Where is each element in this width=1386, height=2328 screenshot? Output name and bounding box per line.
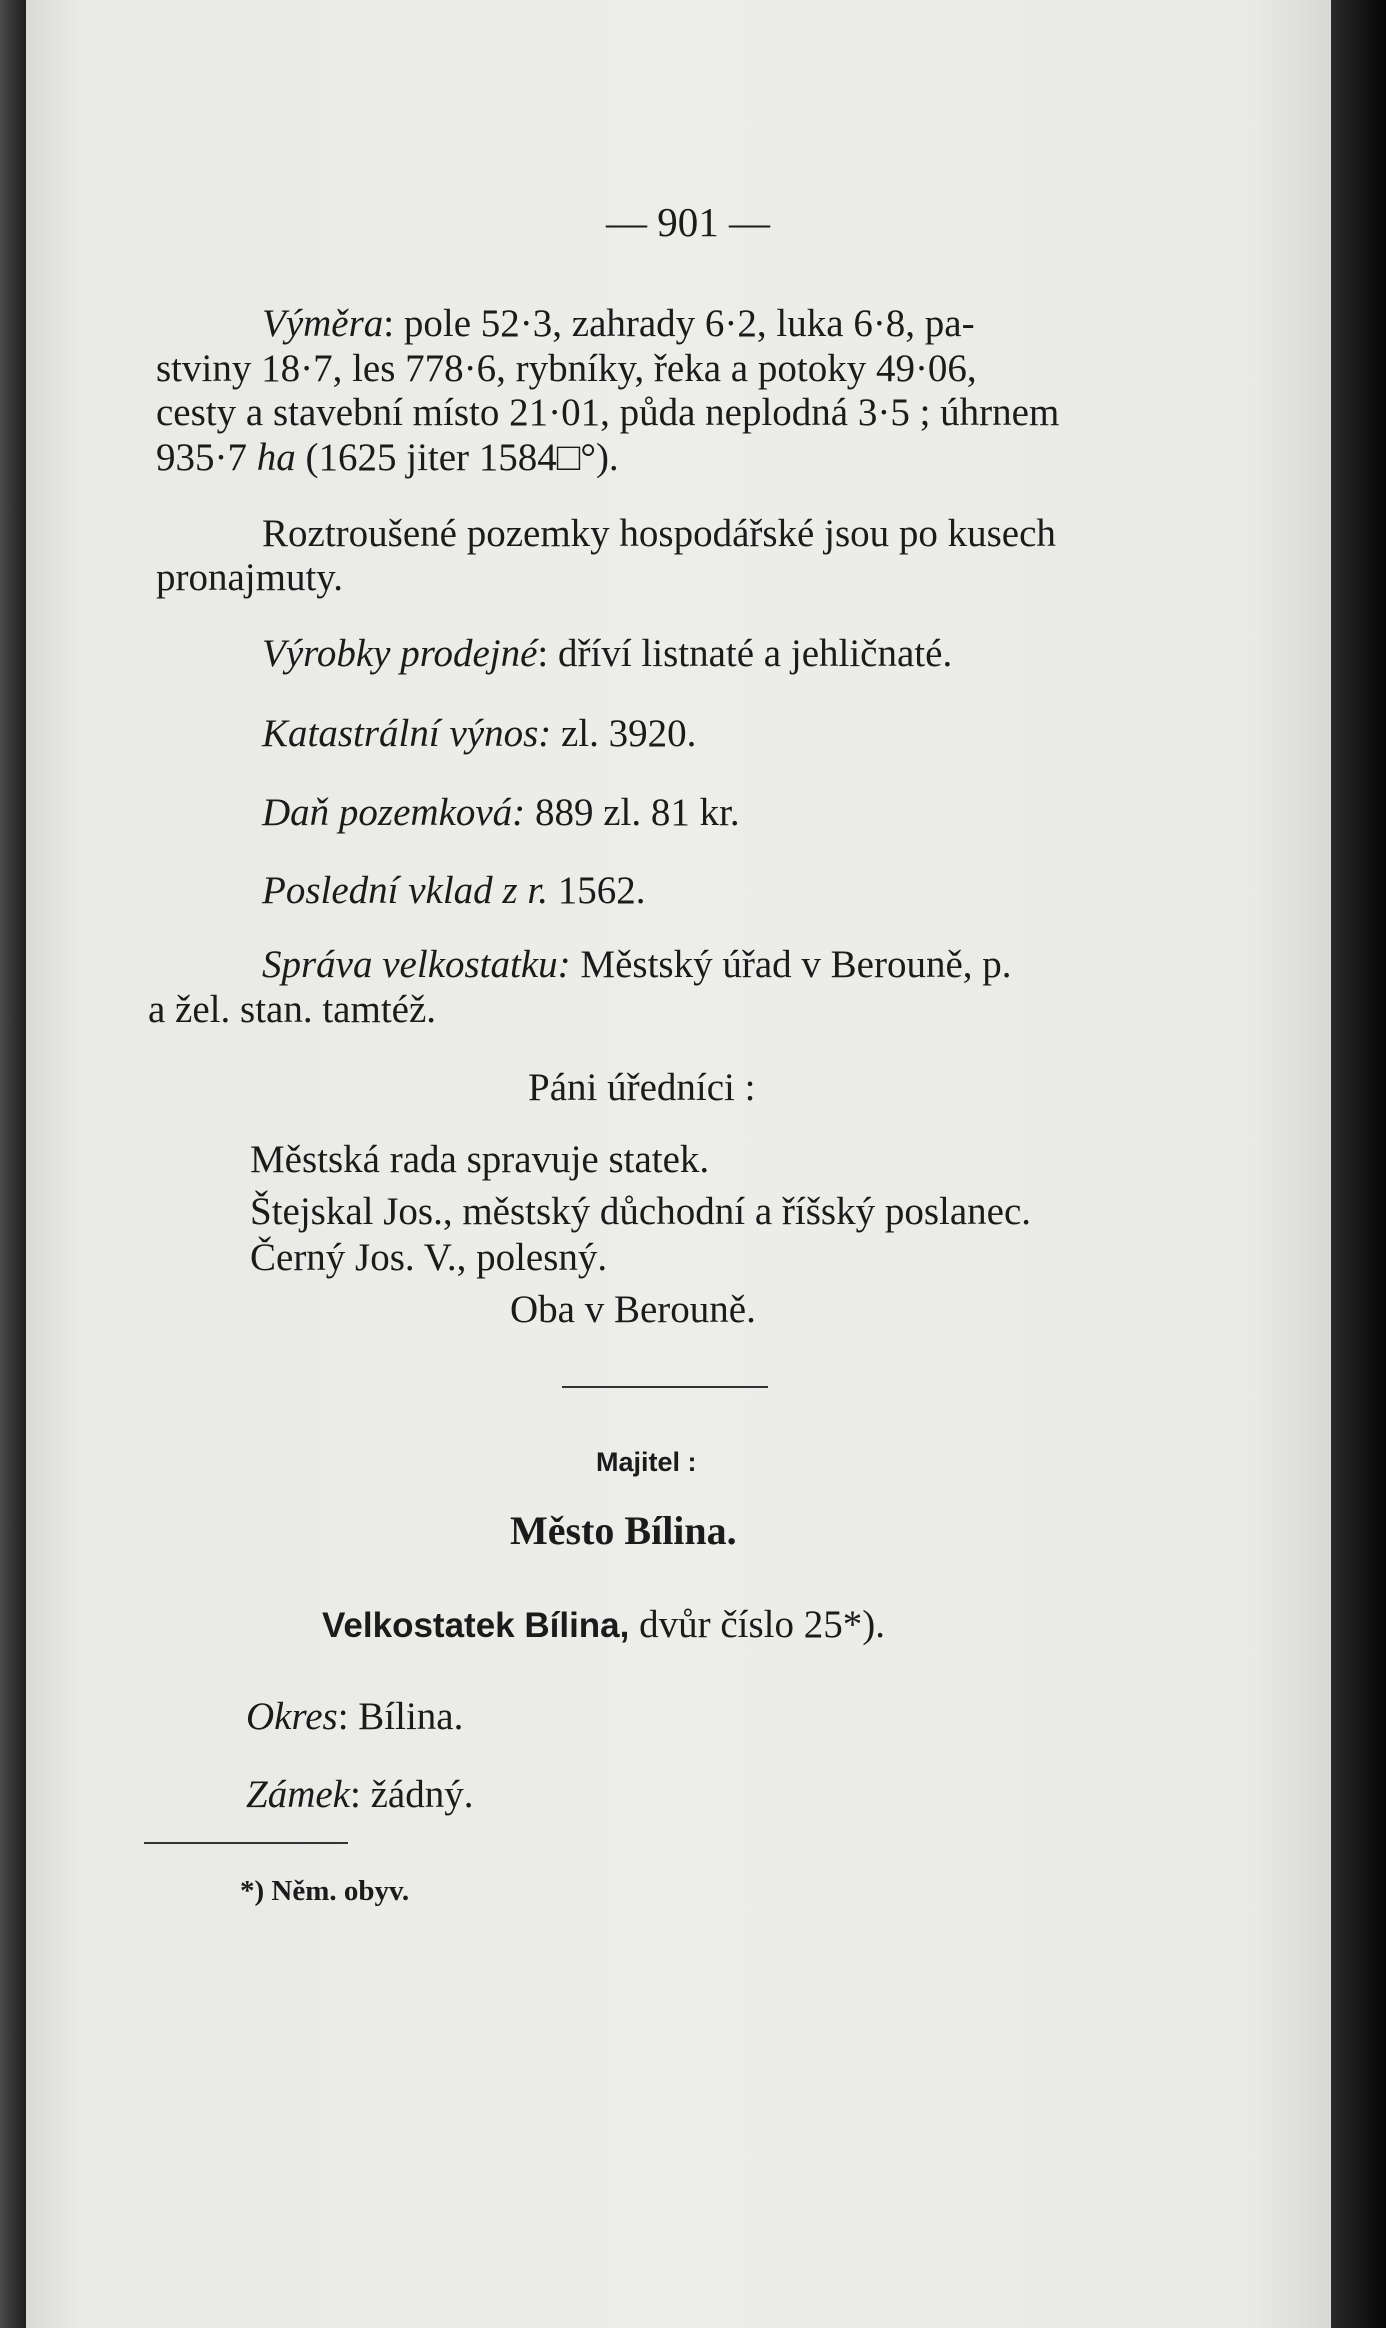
- zamek-line: [246, 1773, 473, 1817]
- urednici-line-2: Štejskal Jos., městský důchodní a říšský poslanec.: [250, 1190, 1032, 1233]
- urednici-line-3: Černý Jos. V., polesný.: [250, 1236, 608, 1279]
- vyrobky-line: [262, 632, 952, 676]
- vyrobky-text: : dříví listnaté a jehličnaté.: [537, 632, 953, 675]
- vymera-line-4: [156, 436, 619, 480]
- sprava-label: Správa velkostatku:: [262, 943, 571, 986]
- vymera-line-3: cesty a stavební místo 21·01, půda neplodná 3·5 ; úhrnem: [156, 391, 1060, 434]
- vymera-line-2: stviny 18·7, les 778·6, rybníky, řeka a potoky 49·06,: [156, 347, 977, 390]
- footnote: *) Něm. obyv.: [240, 1875, 410, 1907]
- dan-text: 889 zl. 81 kr.: [525, 791, 740, 834]
- left-page-edge: [0, 0, 28, 2328]
- roztrousene-line-1: Roztroušené pozemky hospodářské jsou po kusech: [262, 512, 1056, 555]
- urednici-heading: Páni úředníci :: [528, 1066, 756, 1109]
- vklad-line: [262, 869, 645, 913]
- vklad-text: 1562.: [547, 869, 646, 912]
- zamek-text: : žádný.: [349, 1773, 474, 1816]
- vymera-line-1: [262, 302, 975, 346]
- footnote-rule: [144, 1842, 348, 1844]
- zamek-label: Zámek: [246, 1773, 350, 1816]
- vklad-label: Poslední vklad z r.: [262, 869, 548, 912]
- roztrousene-line-2: pronajmuty.: [156, 556, 344, 599]
- vymera-label: Výměra: [262, 302, 384, 345]
- okres-text: : Bílina.: [337, 1695, 464, 1738]
- section-divider: [562, 1386, 768, 1388]
- page-number: — 901 —: [606, 199, 770, 245]
- okres-line: [246, 1695, 463, 1739]
- dan-label: Daň pozemková:: [262, 791, 526, 834]
- velkostatek-text: dvůr číslo 25*).: [629, 1603, 886, 1646]
- right-page-edge: [1331, 0, 1386, 2328]
- vymera-unit: ha: [256, 436, 296, 479]
- vymera-jitra: (1625 jiter 1584□°).: [295, 436, 619, 479]
- dan-line: [262, 791, 740, 835]
- katastralni-text: zl. 3920.: [551, 712, 697, 755]
- katastralni-line: [262, 712, 696, 756]
- sprava-line-2: a žel. stan. tamtéž.: [148, 988, 437, 1031]
- majitel-label: Majitel :: [596, 1447, 697, 1477]
- book-page: [26, 0, 1331, 2328]
- vymera-total: 935·7: [156, 436, 257, 479]
- urednici-line-1: Městská rada spravuje statek.: [250, 1138, 710, 1181]
- okres-label: Okres: [246, 1695, 338, 1738]
- urednici-line-4: Oba v Berouně.: [510, 1288, 756, 1331]
- vymera-text-1: : pole 52·3, zahrady 6·2, luka 6·8, pa-: [383, 302, 975, 345]
- sprava-line-1: [262, 943, 1012, 987]
- majitel-name: Město Bílina.: [510, 1508, 737, 1553]
- vyrobky-label: Výrobky prodejné: [262, 632, 538, 675]
- velkostatek-name: Velkostatek Bílina,: [322, 1606, 630, 1645]
- velkostatek-line: [322, 1603, 885, 1648]
- katastralni-label: Katastrální výnos:: [262, 712, 552, 755]
- sprava-text: Městský úřad v Berouně, p.: [570, 943, 1012, 986]
